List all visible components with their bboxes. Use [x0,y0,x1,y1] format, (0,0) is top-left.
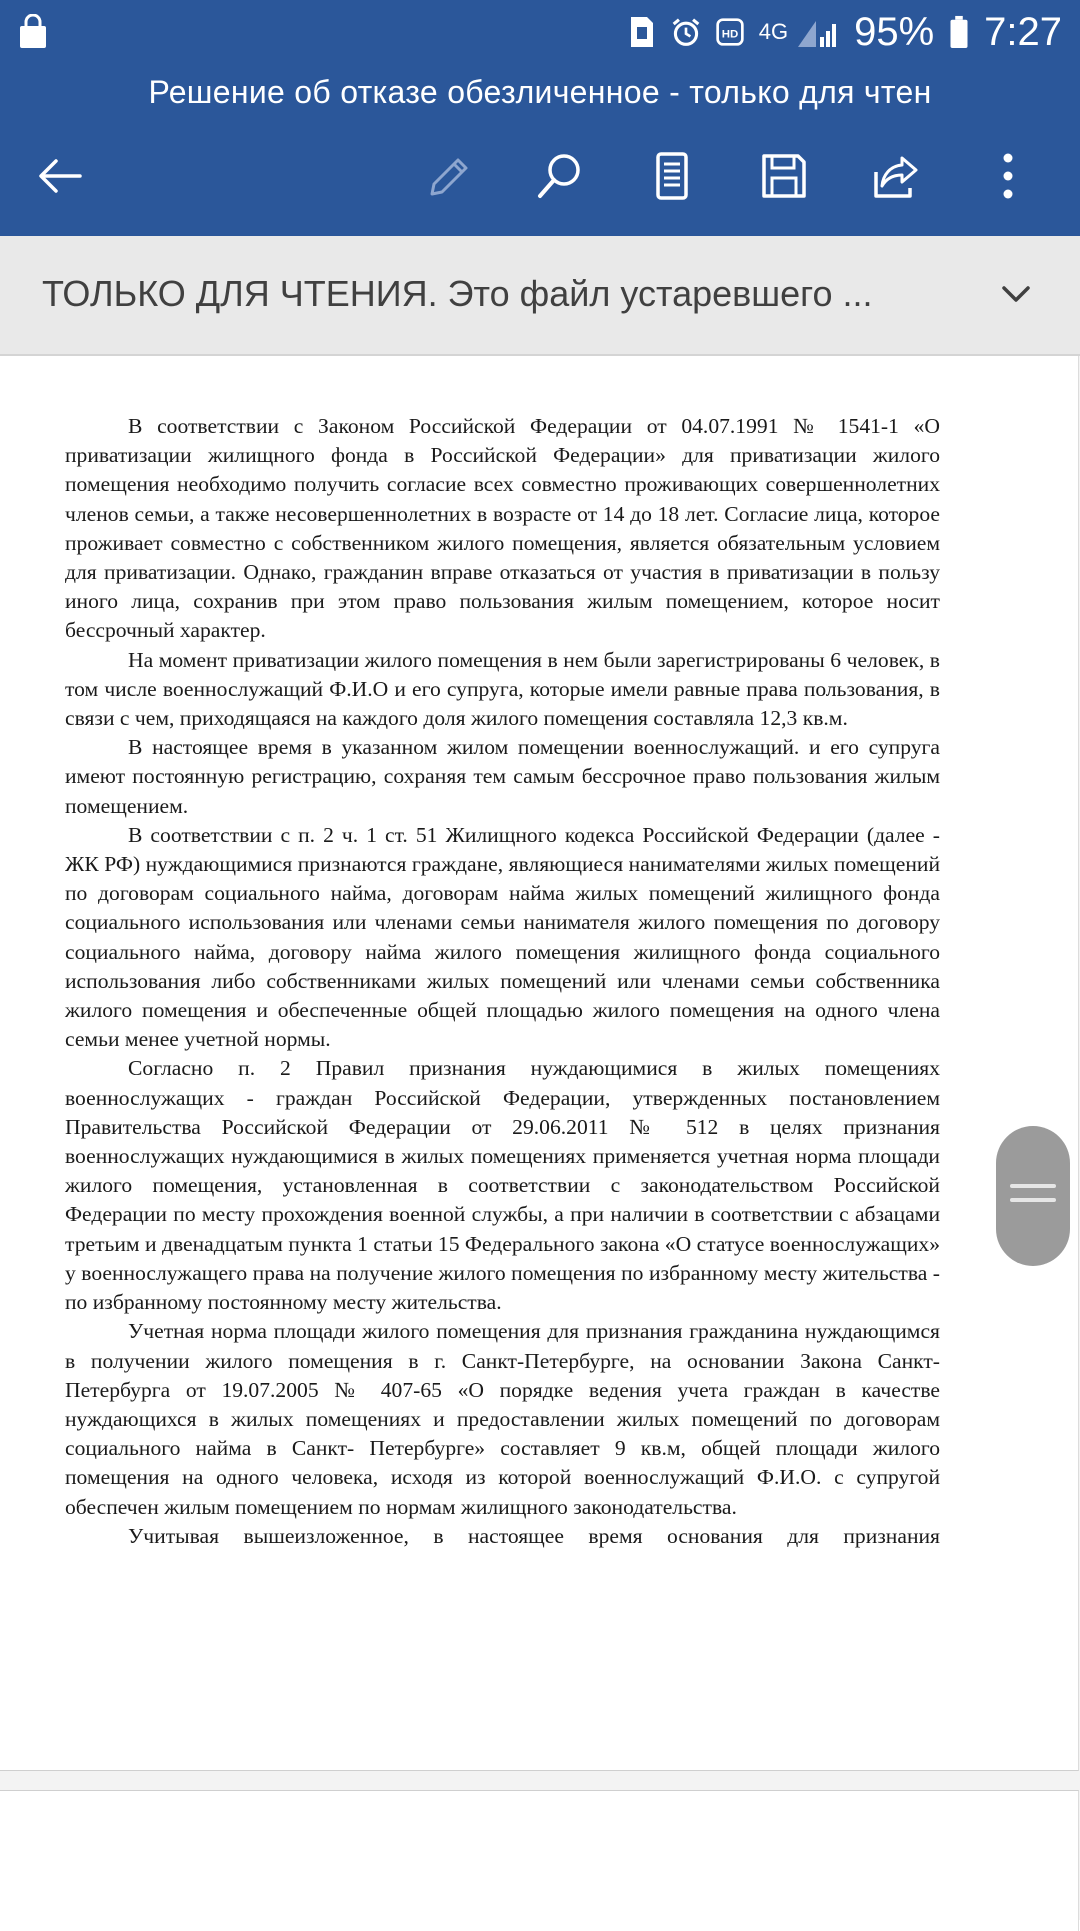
battery-percent: 95% [854,10,935,54]
back-icon [32,148,88,204]
paragraph: Учитывая вышеизложенное, в настоящее время основания для признания [128,1523,940,1548]
back-button[interactable] [20,136,100,216]
paragraph: На момент приватизации жилого помещения в нем были зарегистрированы 6 человек, в том числе военнослужащий Ф.И.О и его супруга, которые имели равные права пользования, в связи с чем, приходящаяся на каждого доля жилого помещения составляла 12,3 кв.м. [65,647,940,731]
edit-button[interactable] [408,136,488,216]
alarm-icon [671,15,701,49]
more-options-button[interactable] [968,136,1048,216]
paragraph: В настоящее время в указанном жилом помещении военнослужащий. и его супруга имеют постоянную регистрацию, сохраняя тем самым бессрочное право пользования жилым помещением. [65,735,940,818]
clock: 7:27 [984,10,1062,54]
paragraph: Согласно п. 2 Правил признания нуждающимися в жилых помещениях военнослужащих - граждан Российской Федерации, утвержденных постановлением Правительства Российской Федерации от 29.06.2011 № 512 в целях признания военнослужащих нуждающимися в жилых помещениях применяется учетная норма площади жилого помещения, установленная в соответствии с законодательством Российской Федерации по месту прохождения военной службы, а при наличии в соответствии с абзацами третьим и двенадцатым пункта 1 статьи 15 Федерального закона «О статусе военнослужащих» у военнослужащего права на получение жилого помещения по избранному месту жительства - по избранному постоянному месту жительства. [65,1056,940,1315]
app-bar [0,0,1080,236]
battery-icon [948,15,970,49]
bag-icon [18,14,48,50]
search-button[interactable] [520,136,600,216]
status-bar [0,0,1080,64]
more-icon [980,148,1036,204]
sim-icon [627,15,657,49]
paragraph: В соответствии с Законом Российской Федерации от 04.07.1991 № 1541-1 «О приватизации жилищного фонда в Российской Федерации» для приватизации жилого помещения необходимо получить согласие всех совместно проживающих совершеннолетних членов семьи, а также несовершеннолетних в возрасте от 14 до 18 лет. Согласие лица, которое проживает совместно с собственником жилого помещения, является обязательным условием для приватизации. Однако, гражданин вправе отказаться от участия в приватизации в пользу иного лица, сохранив при этом право пользования жилым помещением, которое носит бессрочный характер. [65,414,940,643]
share-button[interactable] [856,136,936,216]
document-viewport[interactable] [0,356,1080,1920]
document-page [0,356,1079,1771]
scroll-grip-line [1010,1184,1056,1188]
read-mode-button[interactable] [632,136,712,216]
read-only-banner[interactable] [0,236,1080,356]
document-title: Решение об отказе обезличенное - только для чтен [148,74,932,110]
chevron-down-icon[interactable] [988,266,1044,322]
toolbar [0,136,1080,216]
paragraph: Учетная норма площади жилого помещения для признания гражданина нуждающимся в получении жилого помещения в г. Санкт-Петербурге, на основании Закона Санкт-Петербурга от 19.07.2005 № 407-65 «О порядке ведения учета граждан в качестве нуждающихся в жилых помещениях и предоставлении жилых помещений по договорам социального найма в Санкт- Петербурге» составляет 9 кв.м, общей площади жилого помещения на одного человека, исходя из которой военнослужащий Ф.И.О. с супругой обеспечен жилым помещением по нормам жилищного законодательства. [65,1319,940,1519]
scroll-handle[interactable] [996,1126,1070,1266]
signal-icon [796,15,840,49]
svg-text:HD: HD [721,28,739,41]
next-document-page [0,1790,1079,1931]
search-icon [532,148,588,204]
hd-icon [715,15,745,49]
share-icon [868,148,924,204]
network-type-label: 4G [758,19,789,44]
document-body [65,412,940,1551]
edit-icon [420,148,476,204]
save-icon [756,148,812,204]
scroll-grip-line [1010,1198,1056,1202]
status-icons [627,6,1062,58]
read-only-banner-text: ТОЛЬКО ДЛЯ ЧТЕНИЯ. Это файл устаревшего ... [42,273,873,314]
save-button[interactable] [744,136,824,216]
read-mode-icon [644,148,700,204]
paragraph: В соответствии с п. 2 ч. 1 ст. 51 Жилищного кодекса Российской Федерации (далее - ЖК РФ) нуждающимися признаются граждане, являющиеся нанимателями жилых помещений по договорам социального найма, договорам найма жилых помещений жилищного фонда социального использования или членами семьи нанимателя жилого помещения по договору социального найма, договору найма жилого помещения жилищного фонда социального использования либо собственниками жилых помещений или членами семьи собственника жилого помещения и обеспеченные общей площадью жилого помещения на одного члена семьи менее учетной нормы. [65,822,940,1052]
